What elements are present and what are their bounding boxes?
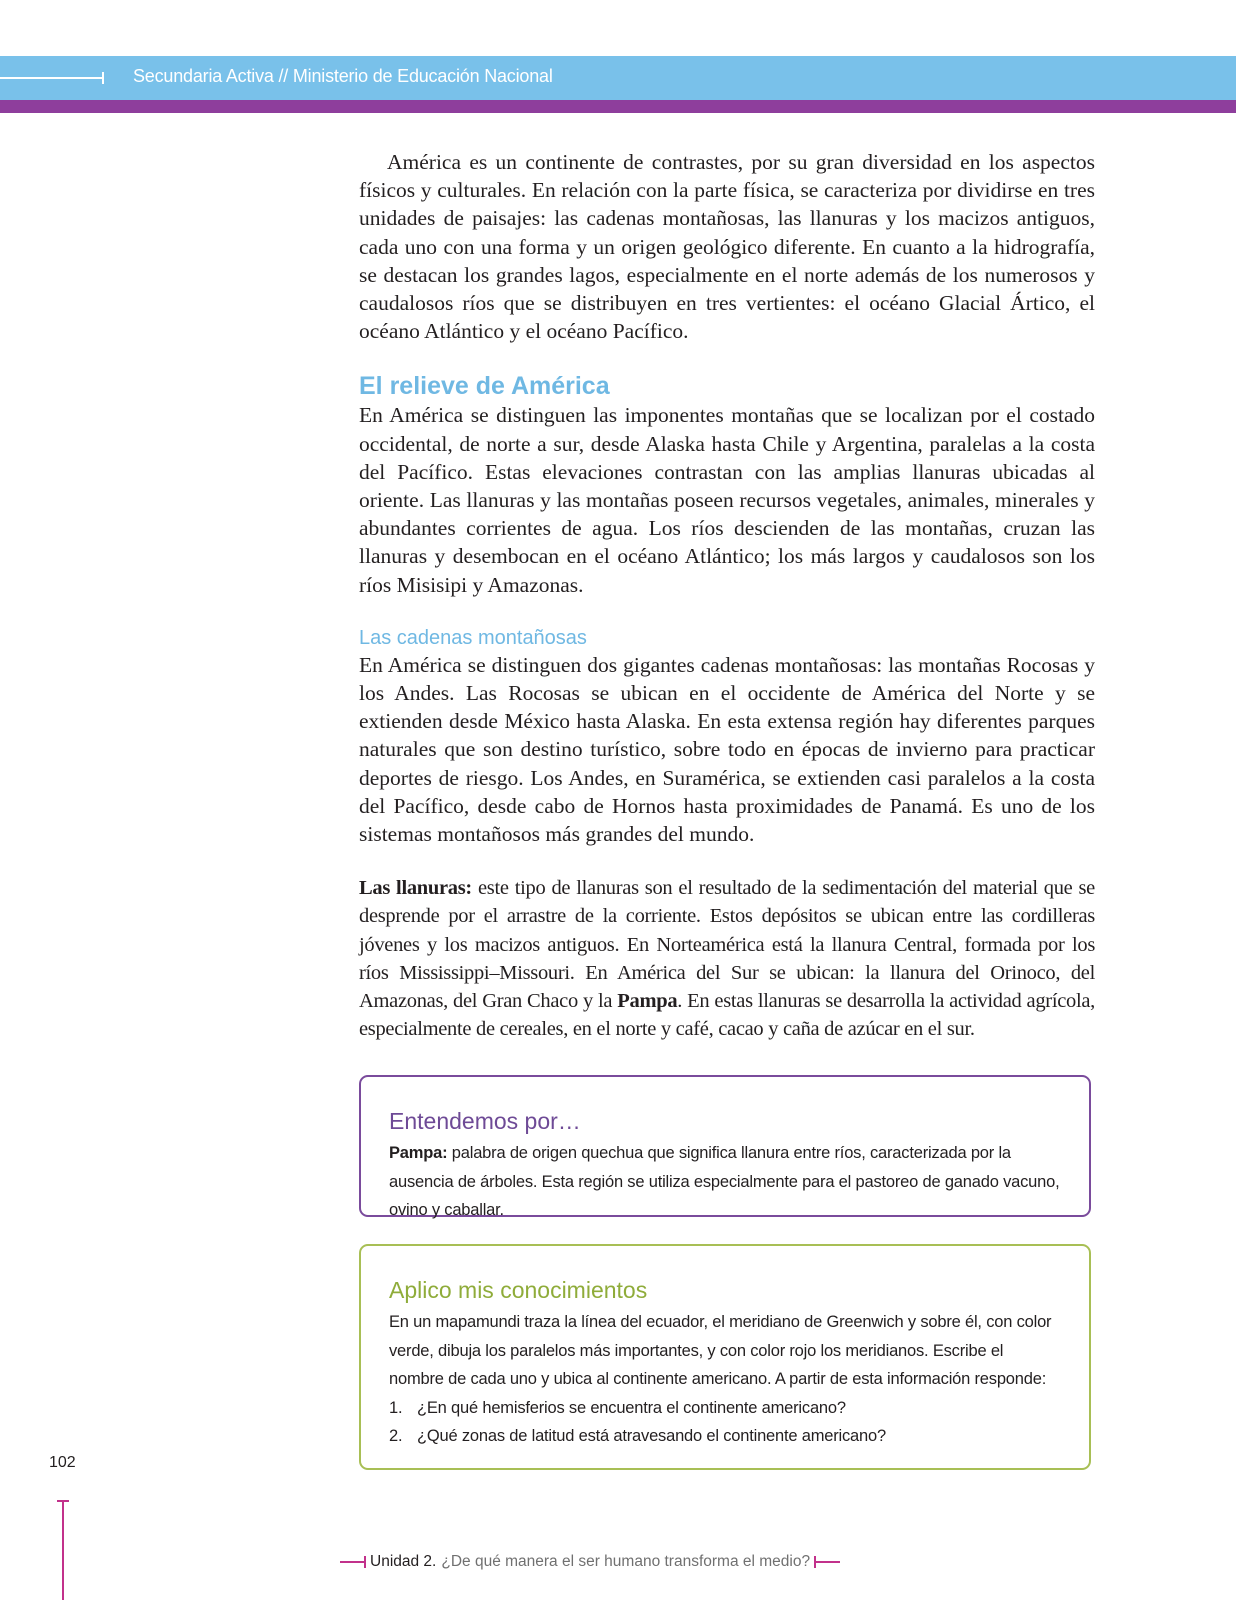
llanuras-text-after: . En estas llanuras se desarrolla la actividad agrícola, especialmente de cereales, en el norte y café, cacao y caña de azúcar en el sur. [359,990,1096,1041]
llanuras-bold-word: Pampa [617,990,678,1013]
main-content [359,148,1095,1043]
subsection-heading-cadenas: Las cadenas montañosas [359,626,587,649]
list-item [389,1394,1061,1423]
header-title: Secundaria Activa // Ministerio de Educación Nacional [133,66,553,86]
header-rule [0,77,104,79]
llanuras-text-before: este tipo de llanuras son el resultado de la sedimentación del material que se desprende por el arrastre de la corriente. Estos depósitos se ubican entre las cordilleras jóvenes y los macizos antiguos. En Norteamérica está la llanura Central, formada por los ríos Mississippi–Missouri. En América del Sur se ubican: la llanura del Orinoco, del Amazonas, del Gran Chaco y la [359,877,1095,1013]
question-text: ¿En qué hemisferios se encuentra el continente americano? [417,1398,846,1417]
entendemos-definition-text: palabra de origen quechua que significa llanura entre ríos, caracterizada por la ausencia de árboles. Esta región se utiliza especialmente para el pastoreo de ganado vacuno, ovino y caballar. [389,1144,1060,1219]
aplico-question-list [389,1394,1061,1451]
question-number: 1. [389,1398,403,1417]
list-item [389,1422,1061,1451]
footer-unit: Unidad 2. [370,1553,437,1570]
footer-dash-right [814,1561,840,1563]
cadenas-paragraph: En América se distinguen dos gigantes cadenas montañosas: las montañas Rocosas y los Andes. Las Rocosas se ubican en el occidente de América del Norte y se extienden desde México hasta Alaska. En esta extensa región hay diferentes parques naturales que son destino turístico, sobre todo en épocas de invierno para practicar deportes de riesgo. Los Andes, en Suramérica, se extienden casi paralelos a la costa del Pacífico, desde cabo de Hornos hasta proximidades de Panamá. Es uno de los sistemas montañosos más grandes del mundo. [359,652,1095,847]
aplico-box [359,1244,1091,1470]
aplico-instructions: En un mapamundi traza la línea del ecuador, el meridiano de Greenwich y sobre él, con color verde, dibuja los paralelos más importantes, y con color rojo los meridianos. Escribe el nombre de cada uno y ubica al continente americano. A partir de esta información responde: [389,1313,1052,1388]
intro-paragraph: América es un continente de contrastes, por su gran diversidad en los aspectos físicos y culturales. En relación con la parte física, se caracteriza por dividirse en tres unidades de paisajes: las cadenas montañosas, las llanuras y los macizos antiguos, cada uno con una forma y un origen geológico diferente. En cuanto a la hidrografía, se destacan los grandes lagos, especialmente en el norte además de los numerosos y caudalosos ríos que se distribuyen en tres vertientes: el océano Glacial Ártico, el océano Atlántico y el océano Pacífico. [359,150,1095,344]
header-rule-cap [102,72,104,84]
aplico-title: Aplico mis conocimientos [389,1277,648,1303]
entendemos-definition [389,1139,1061,1225]
footer [340,1550,840,1574]
llanuras-paragraph [359,874,1095,1043]
question-number: 2. [389,1427,403,1445]
section-heading-relieve: El relieve de América [359,372,610,401]
margin-line [62,1500,64,1600]
page-number: 102 [49,1454,76,1471]
header-stripe [0,100,1236,113]
entendemos-term: Pampa: [389,1144,448,1162]
entendemos-box [359,1075,1091,1217]
question-text: ¿Qué zonas de latitud está atravesando el continente americano? [417,1427,886,1445]
footer-question: ¿De qué manera el ser humano transforma el medio? [441,1553,811,1570]
footer-dash-left [340,1561,366,1563]
llanuras-term: Las llanuras: [359,877,472,900]
entendemos-title: Entendemos por… [389,1108,581,1134]
relieve-paragraph: En América se distinguen las imponentes montañas que se localizan por el costado occidental, de norte a sur, desde Alaska hasta Chile y Argentina, paralelas a la costa del Pacífico. Estas elevaciones contrastan con las amplias llanuras ubicadas al oriente. Las llanuras y las montañas poseen recursos vegetales, animales, minerales y abundantes corrientes de agua. Los ríos descienden de las montañas, cruzan las llanuras y desembocan en el océano Atlántico; los más largos y caudalosos son los ríos Misisipi y Amazonas. [359,403,1095,597]
margin-line-cap [57,1500,69,1502]
